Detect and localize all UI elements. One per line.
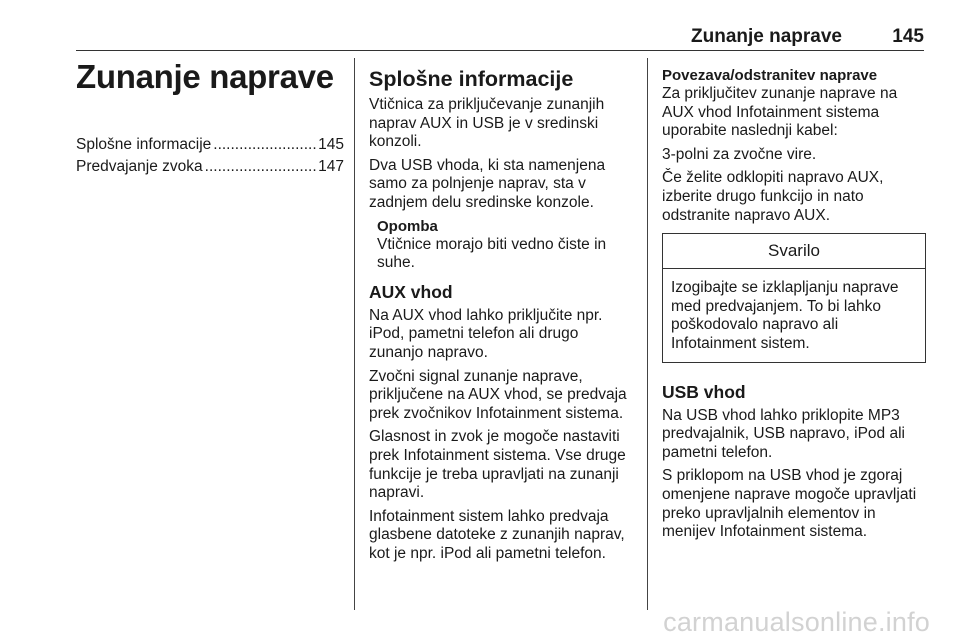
paragraph: Vtičnica za priključevanje zunanjih naprav AUX in USB je v sredinski konzoli. bbox=[369, 96, 605, 151]
section-heading-aux: AUX vhod bbox=[369, 281, 453, 302]
paragraph: Na USB vhod lahko priklopite MP3 predvajalnik, USB napravo, iPod ali pametni telefon. bbox=[662, 406, 905, 461]
toc-label: Predvajanje zvoka bbox=[76, 158, 203, 175]
toc-label: Splošne informacije bbox=[76, 136, 212, 153]
left-column bbox=[76, 58, 344, 178]
section-heading-usb: USB vhod bbox=[662, 381, 746, 402]
note-title: Opomba bbox=[377, 217, 438, 235]
middle-column bbox=[369, 58, 633, 568]
paragraph: Za priključitev zunanje naprave na AUX vhod Infotainment sistema uporabite naslednji kabel: bbox=[662, 85, 898, 140]
page-number: 145 bbox=[892, 26, 924, 47]
note-text: Vtičnice morajo biti vedno čiste in suhe. bbox=[377, 235, 607, 272]
warning-title: Svarilo bbox=[663, 234, 925, 269]
watermark: carmanualsonline.info bbox=[663, 607, 930, 637]
column-divider-1 bbox=[354, 58, 355, 610]
toc-entry-audio-playback[interactable] bbox=[76, 156, 344, 178]
subheading-connect-disconnect: Povezava/odstranitev naprave bbox=[662, 67, 878, 84]
column-divider-2 bbox=[647, 58, 648, 610]
section-heading-general-info: Splošne informacije bbox=[369, 67, 574, 91]
header-rule bbox=[76, 50, 924, 51]
toc-entry-general-info[interactable] bbox=[76, 134, 344, 156]
paragraph: Če želite odklopiti napravo AUX, izberite drugo funkcijo in nato odstranite napravo AUX. bbox=[662, 169, 884, 224]
paragraph: Zvočni signal zunanje naprave, priključene na AUX vhod, se predvaja prek zvočnikov Infotainment sistema. bbox=[369, 367, 627, 422]
warning-text: Izogibajte se izklapljanju naprave med predvajanjem. To bi lahko poškodovalo napravo ali Infotainment sistem. bbox=[671, 279, 899, 352]
warning-box bbox=[662, 233, 926, 362]
paragraph: Dva USB vhoda, ki sta namenjena samo za polnjenje naprav, sta v zadnjem delu sredinske konzole. bbox=[369, 156, 606, 211]
toc-page: 147 bbox=[318, 158, 344, 175]
paragraph: Glasnost in zvok je mogoče nastaviti prek Infotainment sistema. Vse druge funkcije je treba upravljati na zunanji napravi. bbox=[369, 428, 626, 502]
paragraph: S priklopom na USB vhod je zgoraj omenjene naprave mogoče upravljati preko upravljalnih elementov in menijev Infotainment sistema. bbox=[662, 467, 917, 541]
toc-leader-dots bbox=[205, 156, 316, 178]
paragraph: Na AUX vhod lahko priključite npr. iPod, pametni telefon ali drugo zunanjo napravo. bbox=[369, 306, 603, 361]
warning-body bbox=[663, 269, 925, 361]
paragraph: Infotainment sistem lahko predvaja glasbene datoteke z zunanjih naprav, kot je npr. iPod ali pametni telefon. bbox=[369, 507, 625, 562]
toc-leader-dots bbox=[213, 134, 316, 156]
paragraph: 3-polni za zvočne vire. bbox=[662, 145, 817, 163]
page-header bbox=[76, 26, 924, 48]
running-header-title: Zunanje naprave bbox=[691, 26, 842, 47]
toc-page: 145 bbox=[318, 136, 344, 153]
note-block bbox=[369, 218, 633, 273]
right-column bbox=[662, 58, 926, 547]
chapter-title: Zunanje naprave bbox=[76, 58, 334, 95]
